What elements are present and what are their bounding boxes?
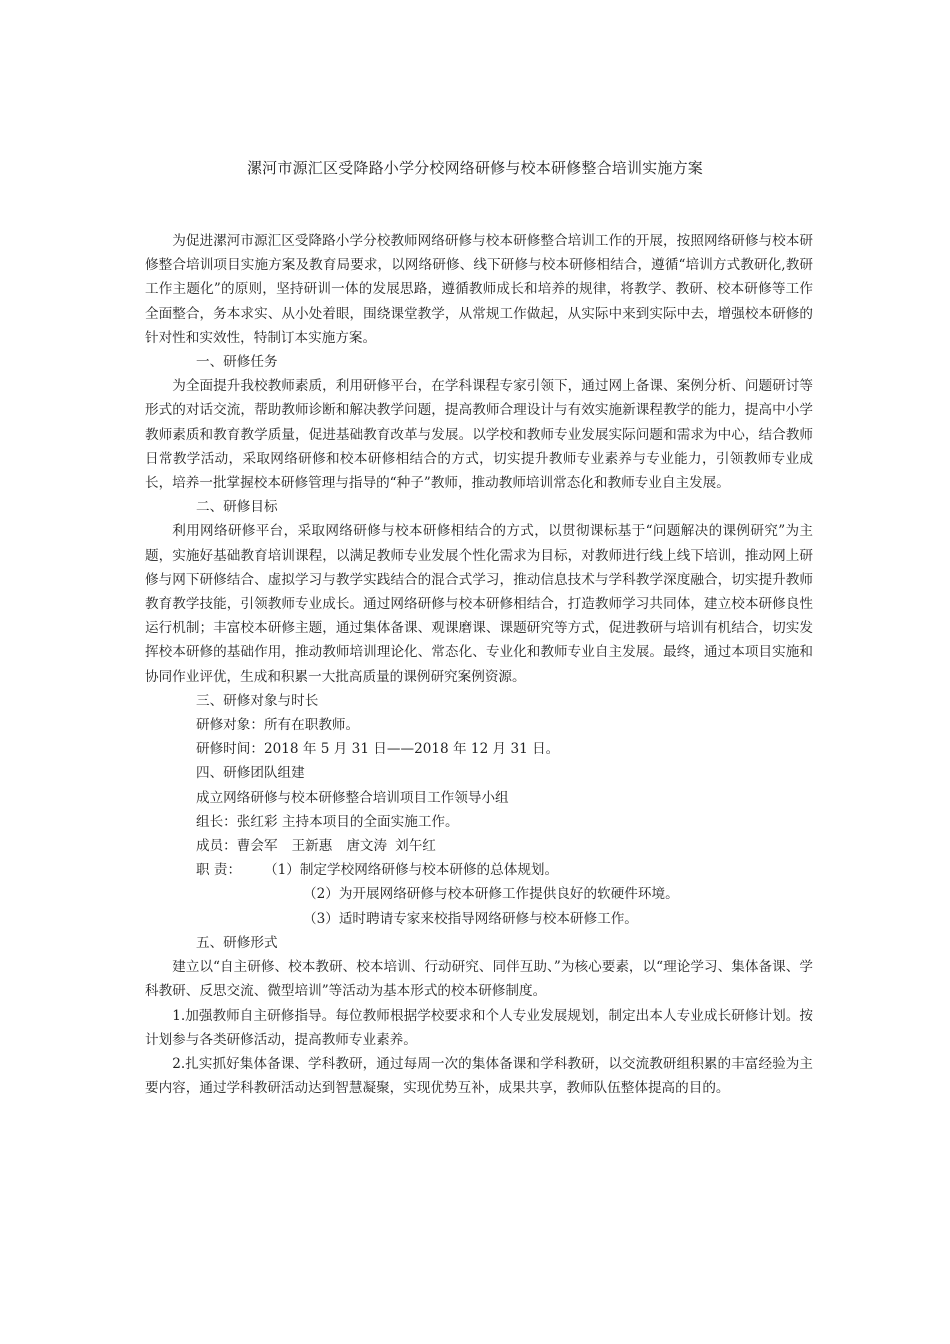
team-member: 曹会军 [236,838,278,855]
forms-item-1: 1.加强教师自主研修指导。每位教师根据学校要求和个人专业发展规划，制定出本人专业成长研修计划。按计划参与各类研修活动，提高教师专业素养。 [145,1007,813,1048]
training-time: 研修时间：2018 年 5 月 31 日——2018 年 12 月 31 日。 [196,741,560,758]
section-body-goals: 利用网络研修平台，采取网络研修与校本研修相结合的方式，以贯彻课标基于“问题解决的课例研究”为主题，实施好基础教育培训课程，以满足教师专业发展个性化需求为目标，对教师进行线上线下培训，推动网上研修与网下研修结合、虚拟学习与教学实践结合的混合式学习，推动信息技术与学科教学深度融合，切实提升教师教育教学技能，引领教师专业成长。通过网络研修与校本研修相结合，打造教师学习共同体，建立校本研修良性运行机制；丰富校本研修主题，通过集体备课、观课磨课、课题研究等方式，促进教研与培训有机结合，切实发挥校本研修的基础作用，推动教师培训理论化、常态化、专业化和教师专业自主发展。最终，通过本项目实施和协同作业评优，生成和积累一大批高质量的课例研究案例资源。 [145,523,813,685]
team-duty-label: 职 责： [196,862,242,879]
team-members-label: 成员： [196,838,237,855]
section-heading-tasks: 一、研修任务 [196,354,278,371]
section-heading-team: 四、研修团队组建 [196,765,305,782]
team-leader: 组长：张红彩 主持本项目的全面实施工作。 [196,813,459,830]
team-duty-text: （1）制定学校网络研修与校本研修的总体规划。 [264,862,559,879]
section-heading-goals: 二、研修目标 [196,499,278,516]
section-body-tasks: 为全面提升我校教师素质，利用研修平台，在学科课程专家引领下，通过网上备课、案例分析、问题研讨等形式的对话交流，帮助教师诊断和解决教学问题，提高教师合理设计与有效实施新课程教学的能力，提高中小学教师素质和教育教学质量，促进基础教育改革与发展。以学校和教师专业发展实际问题和需求为中心，结合教师日常教学活动，采取网络研修和校本研修相结合的方式，切实提升教师专业素养与专业能力，引领教师专业成长，培养一批掌握校本研修管理与指导的“种子”教师，推动教师培训常态化和教师专业自主发展。 [145,378,813,492]
team-member: 王新惠 [291,838,333,855]
team-members [145,834,813,858]
team-duty-3: （3）适时聘请专家来校指导网络研修与校本研修工作。 [303,910,638,927]
team-duty-2: （2）为开展网络研修与校本研修工作提供良好的软硬件环境。 [303,886,679,903]
team-member: 唐文涛 [346,838,388,855]
training-target: 研修对象：所有在职教师。 [196,717,360,734]
section-heading-forms: 五、研修形式 [196,934,278,951]
document-body [145,229,813,1100]
section-body-forms: 建立以“自主研修、校本教研、校本培训、行动研究、同伴互助、”为核心要素，以“理论学习、集体备课、学科教研、反思交流、微型培训”等活动为基本形式的校本研修制度。 [145,959,813,1000]
intro-paragraph: 为促进漯河市源汇区受降路小学分校教师网络研修与校本研修整合培训工作的开展，按照网络研修与校本研修整合培训项目实施方案及教育局要求，以网络研修、线下研修与校本研修相结合，遵循“培训方式教研化,教研工作主题化”的原则，坚持研训一体的发展思路，遵循教师成长和培养的规律，将教学、教研、校本研修等工作全面整合，务本求实、从小处着眼，围绕课堂教学，从常规工作做起，从实际中来到实际中去，增强校本研修的针对性和实效性，特制订本实施方案。 [145,233,813,346]
team-duty-1 [145,858,813,882]
team-group: 成立网络研修与校本研修整合培训项目工作领导小组 [196,789,509,806]
forms-item-2: 2.扎实抓好集体备课、学科教研，通过每周一次的集体备课和学科教研，以交流教研组积累的丰富经验为主要内容，通过学科教研活动达到智慧凝聚，实现优势互补，成果共享，教师队伍整体提高的目的。 [145,1055,813,1097]
section-heading-target-duration: 三、研修对象与时长 [196,692,319,709]
document-title: 漯河市源汇区受降路小学分校网络研修与校本研修整合培训实施方案 [246,159,703,177]
team-member: 刘午红 [395,838,436,855]
